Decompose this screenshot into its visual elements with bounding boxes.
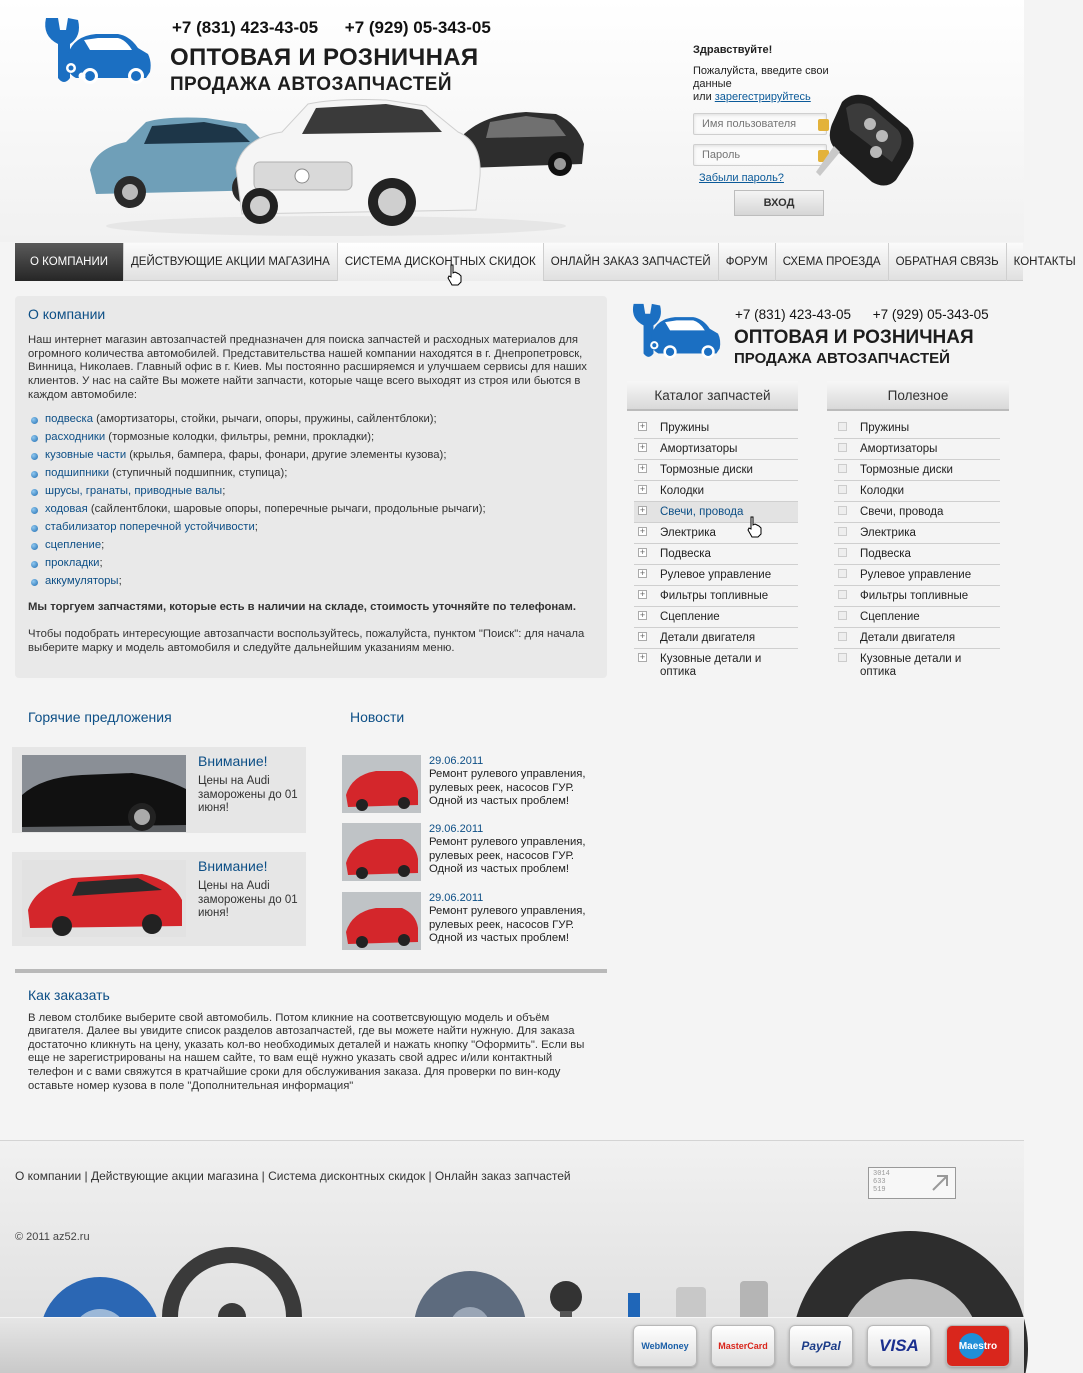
copyright: © 2011 az52.ru [15, 1231, 90, 1243]
news-title: Новости [350, 709, 405, 725]
plus-icon: + [639, 421, 646, 431]
plus-icon: + [639, 610, 646, 620]
how-to-order-title: Как заказать [28, 987, 110, 1003]
counter-line: 519 [873, 1186, 886, 1194]
useful-item[interactable] [834, 649, 1000, 682]
footer-link-discounts[interactable]: Система дисконтных скидок [268, 1169, 426, 1183]
catalog-item-label: Амортизаторы [660, 443, 738, 455]
maestro-logo: Maestro [946, 1325, 1010, 1367]
square-bullet-icon [838, 464, 847, 473]
plus-icon: + [639, 631, 646, 641]
parts-link[interactable]: кузовные части [45, 448, 127, 461]
parts-desc: (ступичный подшипник, ступица); [109, 466, 288, 479]
nav-item-feedback[interactable]: ОБРАТНАЯ СВЯЗЬ [889, 243, 1007, 281]
parts-link[interactable]: шрусы, гранаты, приводные валы [45, 484, 223, 497]
search-note: Чтобы подобрать интересующие автозапчасти воспользуйтесь, пожалуйста, пунктом "Поиск": для начала выберите марку и модель автомобиля и следуйте дальнейшим указаниям меню. [28, 628, 585, 655]
header [0, 0, 1024, 242]
offer-car-image [22, 860, 186, 937]
plus-icon: + [639, 505, 646, 515]
hot-offer-card[interactable] [12, 747, 306, 833]
nav-item-contacts[interactable]: КОНТАКТЫ [1013, 256, 1076, 268]
header-phone-1: +7 (831) 423-43-05 [172, 18, 319, 37]
useful-item-label: Подвеска [860, 548, 911, 560]
news-date: 29.06.2011 [429, 892, 484, 904]
news-item[interactable] [342, 823, 602, 881]
counter-line: 633 [873, 1178, 886, 1186]
username-input[interactable] [702, 118, 818, 130]
parts-link[interactable]: подвеска [45, 412, 94, 425]
footer-separator: | [258, 1169, 269, 1183]
square-bullet-icon [838, 569, 847, 578]
plus-icon: + [639, 484, 646, 494]
mastercard-logo: MasterCard [711, 1325, 775, 1367]
useful-item-label: Свечи, провода [860, 506, 944, 518]
footer-links [15, 1169, 571, 1183]
useful-item[interactable] [834, 565, 1000, 586]
slogan-line-2: ПРОДАЖА АВТОЗАПЧАСТЕЙ [170, 74, 452, 95]
catalog-item-label: Детали двигателя [660, 632, 756, 644]
slogan-line-1: ОПТОВАЯ И РОЗНИЧНАЯ [170, 44, 479, 71]
how-to-order-text: В левом столбике выберите свой автомобиль. Потом кликние на соответсвующую модель и объём двигателя. Далее вы увидите список разделов автозапчастей, где вы можете найти нужную. Для заказа достаточно кликнуть на цену, указать кол-во необходимых деталей и нажать кнопку "Оформить". Если вы еще не зарегистрированы на нашем сайте, то вам ещё нужно указать свой адрес и/или контактный телефон и с вами свяжутся в кратчайшие сроки для обслуживания заказа. Для проверки по вин-коду оставьте номер кузова в поле "Дополнительная информация" [28, 1011, 585, 1092]
parts-desc: (сайлентблоки, шаровые опоры, поперечные рычаги, продольные рычаги); [87, 502, 486, 515]
section-divider [15, 969, 607, 973]
plus-icon: + [639, 568, 646, 578]
nav-item-about[interactable]: О КОМПАНИИ [15, 243, 124, 281]
footer-separator: | [425, 1169, 435, 1183]
nav-item-online-order[interactable]: ОНЛАЙН ЗАКАЗ ЗАПЧАСТЕЙ [544, 243, 719, 281]
plus-icon: + [639, 547, 646, 557]
hot-offer-card[interactable] [12, 852, 306, 946]
news-date: 29.06.2011 [429, 755, 484, 767]
square-bullet-icon [838, 611, 847, 620]
useful-item[interactable] [834, 628, 1000, 649]
main-nav [15, 243, 1076, 281]
sidebar-slogan [734, 327, 974, 369]
visa-logo: VISA [867, 1325, 931, 1367]
parts-link[interactable]: расходники [45, 430, 106, 443]
news-car-image [342, 755, 421, 813]
sidebar-phone-1: +7 (831) 423-43-05 [735, 307, 851, 322]
catalog-item-label: Кузовные детали и оптика [660, 653, 762, 678]
offer-title: Внимание! [198, 753, 268, 769]
list-item [28, 485, 594, 499]
list-item [28, 467, 594, 481]
catalog-item[interactable] [634, 481, 798, 502]
how-to-order-section [28, 989, 593, 1093]
square-bullet-icon [838, 632, 847, 641]
catalog-item[interactable] [634, 418, 798, 439]
useful-item-label: Колодки [860, 485, 904, 497]
nav-item-discounts[interactable]: СИСТЕМА ДИСКОНТНЫХ СКИДОК [338, 243, 544, 281]
useful-item-label: Пружины [860, 422, 910, 434]
nav-item-forum[interactable]: ФОРУМ [719, 243, 776, 281]
parts-desc: (амортизаторы, стойки, рычаги, опоры, пружины, сайлентблоки); [93, 412, 437, 425]
list-item [28, 557, 594, 571]
parts-desc: (крылья, бампера, фары, фонари, другие элементы кузова); [126, 448, 447, 461]
catalog-header: Каталог запчастей [627, 381, 798, 411]
hand-cursor-icon [746, 516, 764, 538]
parts-link[interactable]: сцепление [45, 538, 102, 551]
useful-header: Полезное [827, 381, 1009, 411]
stock-note: Мы торгуем запчастями, которые есть в наличии на складе, стоимость уточняйте по телефонам. [28, 601, 576, 614]
sidebar-slogan-line-2: ПРОДАЖА АВТОЗАПЧАСТЕЙ [734, 350, 950, 367]
news-car-image [342, 892, 421, 950]
useful-item[interactable] [834, 460, 1000, 481]
useful-item[interactable] [834, 481, 1000, 502]
useful-item[interactable] [834, 418, 1000, 439]
catalog-list [634, 418, 798, 682]
catalog-item[interactable] [634, 586, 798, 607]
forgot-password-link[interactable]: Забыли пароль? [699, 172, 784, 184]
useful-item-label: Фильтры топливные [860, 590, 969, 602]
parts-list [28, 413, 594, 589]
arrow-up-right-icon [929, 1172, 951, 1194]
useful-list [834, 418, 1000, 682]
catalog-item-label: Свечи, провода [660, 506, 744, 518]
parts-link[interactable]: аккумуляторы [45, 574, 119, 587]
list-item [28, 521, 594, 535]
list-item [28, 575, 594, 589]
password-field[interactable] [693, 144, 827, 166]
news-text: Ремонт рулевого управления, рулевых реек, насосов ГУР. Одной из частых проблем! [429, 905, 586, 944]
square-bullet-icon [838, 590, 847, 599]
useful-item-label: Детали двигателя [860, 632, 956, 644]
header-phones [172, 18, 513, 38]
news-item[interactable] [342, 892, 602, 950]
list-item [28, 431, 594, 445]
parts-desc: (тормозные колодки, фильтры, ремни, прокладки); [105, 430, 375, 443]
square-bullet-icon [838, 443, 847, 452]
square-bullet-icon [838, 527, 847, 536]
plus-icon: + [639, 463, 646, 473]
sidebar-phones [735, 307, 1007, 322]
nav-item-promotions[interactable]: ДЕЙСТВУЮЩИЕ АКЦИИ МАГАЗИНА [124, 243, 338, 281]
header-phone-2: +7 (929) 05-343-05 [344, 18, 491, 37]
catalog-item-label: Подвеска [660, 548, 711, 560]
offer-text: Цены на Audi заморожены до 01 июня! [198, 880, 298, 919]
list-item [28, 503, 594, 517]
parts-link[interactable]: прокладки [45, 556, 100, 569]
footer [0, 1140, 1024, 1372]
parts-desc: ; [222, 484, 226, 497]
webmoney-logo: WebMoney [633, 1325, 697, 1367]
catalog-item-label: Фильтры топливные [660, 590, 769, 602]
square-bullet-icon [838, 485, 847, 494]
square-bullet-icon [838, 548, 847, 557]
useful-item[interactable] [834, 523, 1000, 544]
hand-cursor-icon [446, 264, 464, 286]
parts-desc: ; [254, 520, 258, 533]
parts-link[interactable]: стабилизатор поперечной устойчивости [45, 520, 255, 533]
catalog-item[interactable] [634, 607, 798, 628]
catalog-item[interactable] [634, 460, 798, 481]
catalog-item-label: Электрика [660, 527, 716, 539]
news-date: 29.06.2011 [429, 823, 484, 835]
offer-title: Внимание! [198, 858, 268, 874]
useful-item-label: Электрика [860, 527, 916, 539]
useful-item[interactable] [834, 607, 1000, 628]
catalog-item[interactable] [634, 502, 798, 523]
cars-banner-image [86, 98, 586, 242]
parts-desc: ; [99, 556, 103, 569]
catalog-item-label: Пружины [660, 422, 710, 434]
about-intro: Наш интернет магазин автозапчастей предназначен для поиска запчастей и расходных материалов для огромного количества автомобилей. Представительства нашей компании находятся в г. Днепропетровск, Винница, Николаев. Главный офис в г. Киев. Мы постоянно расширяемся и улучшаем сервисы для наших клиентов. У нас на сайте Вы можете найти запчасти, которые чаще всего выходят из строя или бьются в каждом автомобиле: [28, 333, 587, 401]
catalog-item-label: Тормозные диски [660, 464, 753, 476]
footer-link-about[interactable]: О компании [15, 1169, 82, 1183]
offer-car-image [22, 755, 186, 832]
useful-item-label: Амортизаторы [860, 443, 938, 455]
list-item [28, 449, 594, 463]
square-bullet-icon [838, 422, 847, 431]
sidebar-logo-icon [627, 300, 723, 364]
catalog-item-label: Колодки [660, 485, 704, 497]
header-slogan [170, 44, 478, 98]
useful-item[interactable] [834, 502, 1000, 523]
visit-counter[interactable] [868, 1167, 956, 1199]
news-item[interactable] [342, 755, 602, 813]
username-field[interactable] [693, 113, 827, 135]
list-item [28, 413, 594, 427]
catalog-item[interactable] [634, 565, 798, 586]
useful-item-label: Сцепление [860, 611, 920, 623]
login-button[interactable]: ВХОД [734, 190, 824, 216]
login-greeting: Здравствуйте! [693, 44, 773, 56]
square-bullet-icon [838, 506, 847, 515]
plus-icon: + [639, 589, 646, 599]
parts-desc: ; [101, 538, 105, 551]
car-key-icon [812, 84, 922, 194]
plus-icon: + [639, 442, 646, 452]
catalog-item[interactable] [634, 439, 798, 460]
about-title: О компании [28, 306, 106, 322]
news-car-image [342, 823, 421, 881]
counter-line: 3014 [873, 1170, 890, 1178]
news-text: Ремонт рулевого управления, рулевых реек, насосов ГУР. Одной из частых проблем! [429, 836, 586, 875]
about-section [15, 296, 607, 678]
footer-link-online-order[interactable]: Онлайн заказ запчастей [434, 1169, 571, 1183]
useful-item-label: Тормозные диски [860, 464, 953, 476]
useful-item[interactable] [834, 544, 1000, 565]
useful-item[interactable] [834, 586, 1000, 607]
offer-text: Цены на Audi заморожены до 01 июня! [198, 775, 298, 814]
plus-icon: + [639, 526, 646, 536]
catalog-item[interactable] [634, 649, 798, 682]
catalog-item[interactable] [634, 544, 798, 565]
register-link[interactable]: зарегестрируйтесь [714, 91, 811, 103]
catalog-item[interactable] [634, 523, 798, 544]
useful-item-label: Рулевое управление [860, 569, 972, 581]
parts-link[interactable]: подшипники [45, 466, 110, 479]
sidebar-slogan-line-1: ОПТОВАЯ И РОЗНИЧНАЯ [734, 327, 974, 348]
nav-item-directions[interactable]: СХЕМА ПРОЕЗДА [776, 243, 889, 281]
password-input[interactable] [702, 149, 818, 161]
parts-desc: ; [118, 574, 122, 587]
login-or-text: или [693, 91, 715, 103]
useful-item-label: Кузовные детали и оптика [860, 653, 962, 678]
footer-link-promotions[interactable]: Действующие акции магазина [90, 1169, 259, 1183]
news-text: Ремонт рулевого управления, рулевых реек, насосов ГУР. Одной из частых проблем! [429, 768, 586, 807]
footer-separator: | [81, 1169, 91, 1183]
catalog-item[interactable] [634, 628, 798, 649]
useful-item[interactable] [834, 439, 1000, 460]
hot-offers-title: Горячие предложения [28, 709, 172, 725]
paypal-logo: PayPal [789, 1325, 853, 1367]
login-prompt-text: Пожалуйста, введите свои данные [693, 65, 829, 90]
catalog-item-label: Рулевое управление [660, 569, 772, 581]
sidebar-phone-2: +7 (929) 05-343-05 [872, 307, 989, 322]
plus-icon: + [639, 652, 646, 662]
catalog-item-label: Сцепление [660, 611, 720, 623]
logo-wrench-car-icon[interactable] [38, 14, 154, 90]
parts-link[interactable]: ходовая [45, 502, 88, 515]
square-bullet-icon [838, 653, 847, 662]
list-item [28, 539, 594, 553]
